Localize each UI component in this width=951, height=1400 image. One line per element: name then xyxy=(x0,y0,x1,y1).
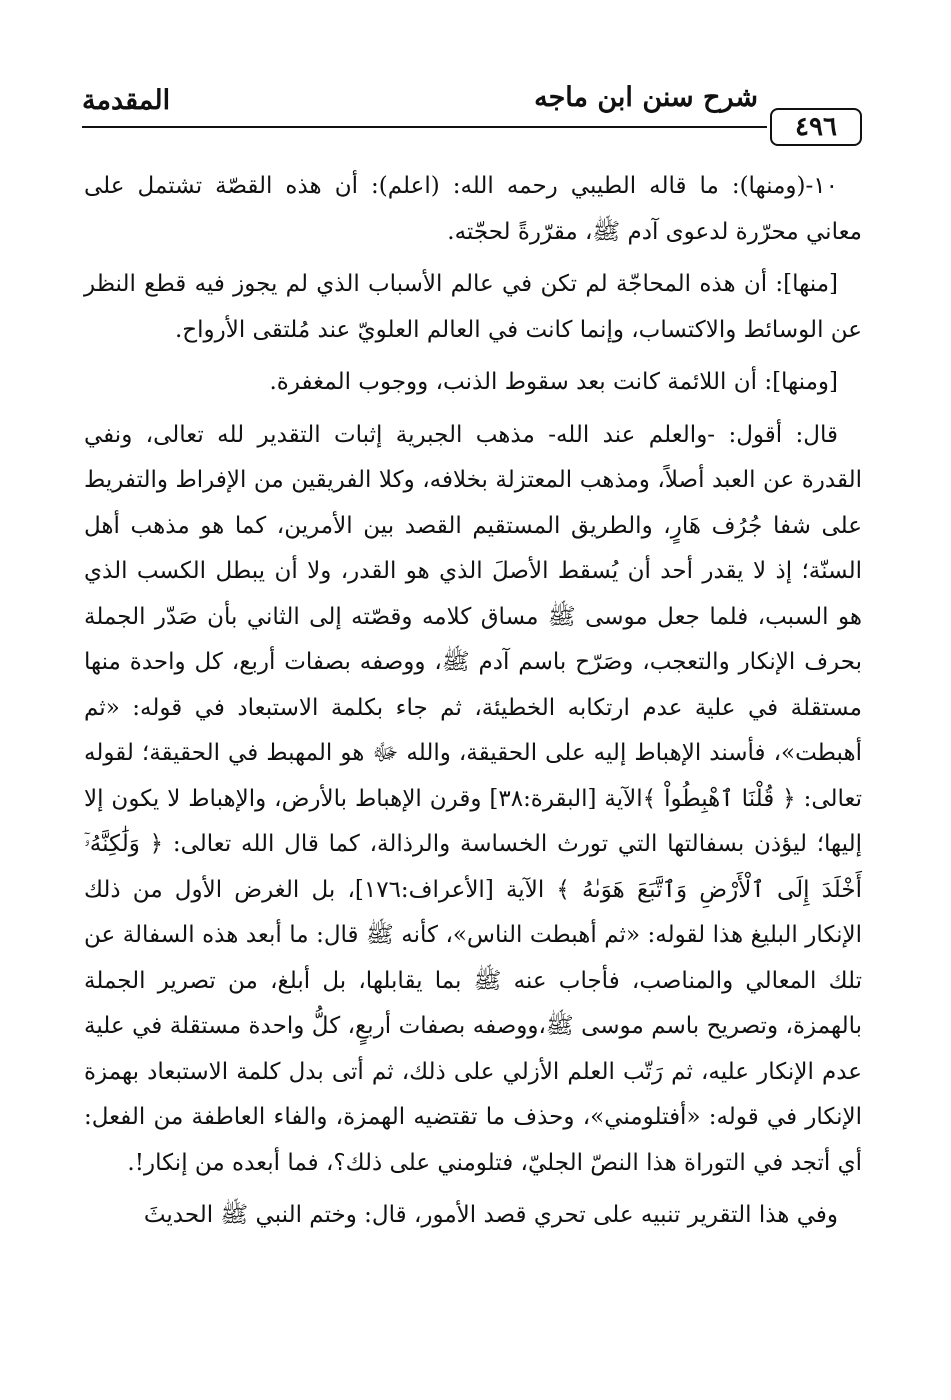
header-rule xyxy=(82,126,767,128)
paragraph-3: [ومنها]: أن اللائمة كانت بعد سقوط الذنب، ووجوب المغفرة. xyxy=(269,369,838,395)
page-header xyxy=(82,82,862,152)
paragraph-4: قال: أقول: -والعلم عند الله- مذهب الجبرية إثبات التقدير لله تعالى، ونفي القدرة عن العبد أصلاً، ومذهب المعتزلة بخلافه، وكلا الفريقين من الإفراط والتفريط على شفا جُرُف هَارٍ، والطريق المستقيم القصد بين الأمرين، كما هو مذهب أهل السنّة؛ إذ لا يقدر أحد أن يُسقط الأصلَ الذي هو القدر، ولا أن يبطل الكسب الذي هو السبب، فلما جعل موسى ﷺ مساق كلامه وقصّته إلى الثاني بأن صَدّر الجملة بحرف الإنكار والتعجب، وصَرّح باسم آدم ﷺ، ووصفه بصفات أربع، كل واحدة منها مستقلة في علية عدم ارتكابه الخطيئة، ثم جاء بكلمة الاستبعاد في قوله: «ثم أهبطت»، فأسند الإهباط إليه على الحقيقة، والله ﷻ هو المهبط في الحقيقة؛ لقوله تعالى: ﴿ قُلْنَا ٱهْبِطُواْ ﴾الآية [البقرة:٣٨] وقرن الإهباط بالأرض، والإهباط لا يكون إلا إليها؛ ليؤذن بسفالتها التي تورث الخساسة والرذالة، كما قال الله تعالى: ﴿ وَلَٰكِنَّهُۥٓ أَخْلَدَ إِلَى ٱلْأَرْضِ وَٱتَّبَعَ هَوَىٰهُ ﴾ الآية [الأعراف:١٧٦]، بل الغرض الأول من ذلك الإنكار البليغ هذا لقوله: «ثم أهبطت الناس»، كأنه ﷺ قال: ما أبعد هذه السفالة عن تلك المعالي والمناصب، فأجاب عنه ﷺ بما يقابلها، بل أبلغ، من تصرير الجملة بالهمزة، وتصريح باسم موسى ﷺ،ووصفه بصفات أربعٍ، كلُّ واحدة مستقلة في علية عدم الإنكار عليه، ثم رَتّب العلم الأزلي على ذلك، ثم أتى بدل كلمة الاستبعاد بهمزة الإنكار في قوله: «أفتلومني»، وحذف ما تقتضيه الهمزة، والفاء العاطفة من الفعل: أي أتجد في التوراة هذا النصّ الجليّ، فتلومني على ذلك؟، فما أبعده من إنكار!. xyxy=(84,421,863,1176)
section-title: المقدمة xyxy=(82,85,171,116)
paragraph-5: وفي هذا التقرير تنبيه على تحري قصد الأمور، قال: وختم النبي ﷺ الحديثَ xyxy=(143,1202,838,1228)
paragraph-1: ١٠-(ومنها): ما قاله الطيبي رحمه الله: (اعلم): أن هذه القصّة تشتمل على معاني محرّرة لدعوى آدم ﷺ، مقرّرةً لحجّته. xyxy=(84,173,862,245)
page-number: ٤٩٦ xyxy=(770,108,862,146)
paragraph-2: [منها]: أن هذه المحاجّة لم تكن في عالم الأسباب الذي لم يجوز فيه قطع النظر عن الوسائط والاكتساب، وإنما كانت في العالم العلويّ عند مُلتقى الأرواح. xyxy=(84,271,862,343)
book-title: شرح سنن ابن ماجه xyxy=(534,82,758,113)
body-text xyxy=(84,164,862,1246)
